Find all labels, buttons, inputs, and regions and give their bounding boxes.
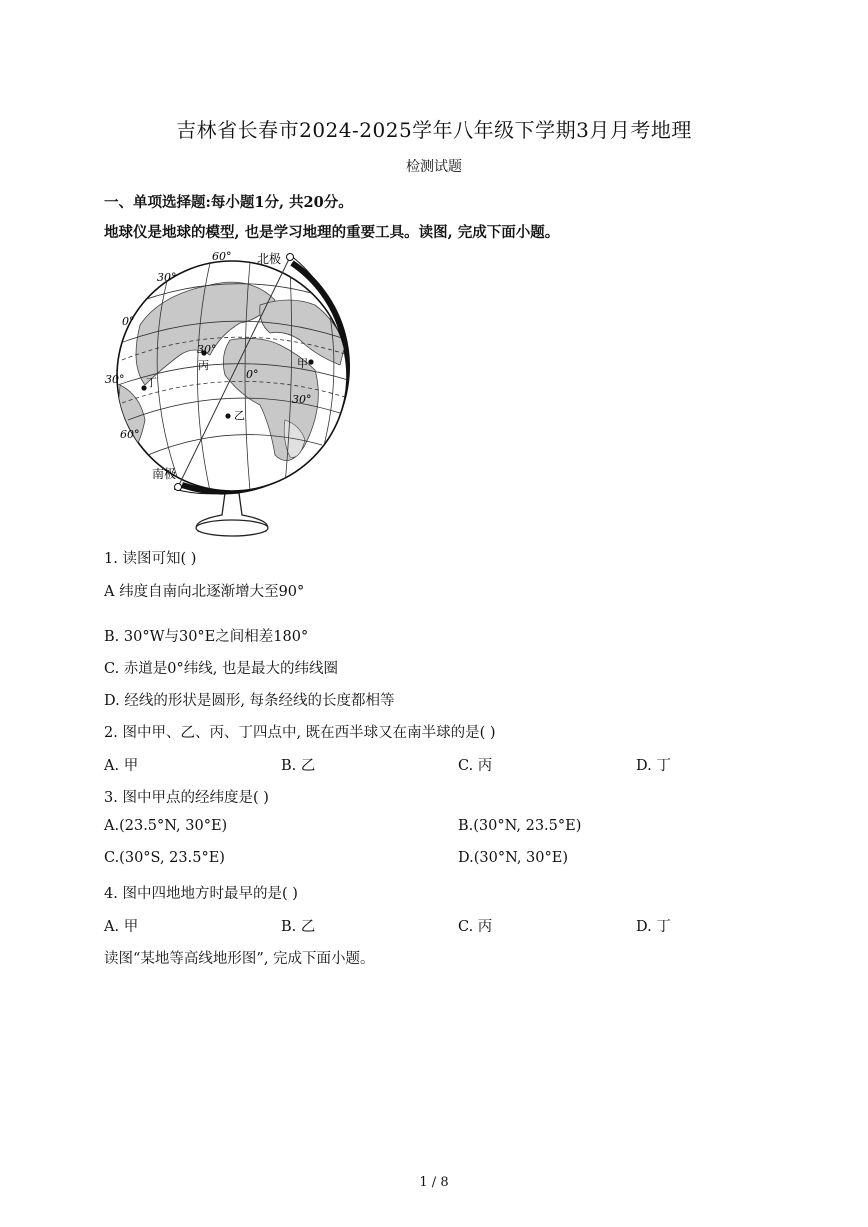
question-2-option-b[interactable]: B. 乙	[281, 758, 316, 774]
question-3-option-d[interactable]: D.(30°N, 30°E)	[458, 850, 568, 866]
lat-60n-label: 60°	[212, 250, 232, 263]
page-subtitle: 检测试题	[406, 159, 462, 175]
question-4-option-c[interactable]: C. 丙	[458, 919, 493, 935]
lat-60s-label: 60°	[120, 428, 140, 441]
question-1-option-c[interactable]: C. 赤道是0°纬线, 也是最大的纬线圈	[104, 661, 338, 677]
point-bing-label: 丙	[198, 359, 209, 372]
lat-30n-label: 30°	[157, 271, 177, 284]
north-pole-label: 北极	[257, 252, 282, 266]
lat-30s-label: 30°	[105, 373, 125, 386]
lon-0-label: 0°	[246, 368, 259, 381]
question-3-option-c[interactable]: C.(30°S, 23.5°E)	[104, 850, 225, 866]
point-yi-label: 乙	[234, 409, 245, 422]
lon-30e-label: 30°	[292, 393, 312, 406]
section-heading: 一、单项选择题:每小题1分, 共20分。	[104, 194, 353, 211]
question-2-option-a[interactable]: A. 甲	[104, 758, 139, 774]
next-question-group-intro: 读图“某地等高线地形图”, 完成下面小题。	[104, 951, 375, 967]
question-4-option-a[interactable]: A. 甲	[104, 919, 139, 935]
page-title: 吉林省长春市2024-2025学年八年级下学期3月月考地理	[176, 118, 692, 142]
question-3-option-b[interactable]: B.(30°N, 23.5°E)	[458, 818, 582, 834]
lon-30w-label: 30°	[197, 343, 217, 356]
page-number: 1 / 8	[419, 1175, 449, 1190]
question-4-option-d[interactable]: D. 丁	[636, 919, 671, 935]
question-3-stem: 3. 图中甲点的经纬度是( )	[104, 790, 269, 806]
question-1-option-d[interactable]: D. 经线的形状是圆形, 每条经线的长度都相等	[104, 693, 395, 709]
lat-0-label: 0°	[122, 315, 135, 328]
question-1-option-a[interactable]: A 纬度自南向北逐渐增大至90°	[104, 584, 305, 600]
question-1-stem: 1. 读图可知( )	[104, 551, 197, 567]
question-3-option-a[interactable]: A.(23.5°N, 30°E)	[104, 818, 228, 834]
question-2-option-d[interactable]: D. 丁	[636, 758, 671, 774]
question-4-stem: 4. 图中四地地方时最早的是( )	[104, 886, 298, 902]
question-4-option-b[interactable]: B. 乙	[281, 919, 316, 935]
question-2-option-c[interactable]: C. 丙	[458, 758, 493, 774]
south-pole-label: 南极	[152, 467, 177, 481]
question-1-option-b[interactable]: B. 30°W与30°E之间相差180°	[104, 629, 309, 645]
globe-figure	[100, 245, 365, 540]
point-jia-label: 甲	[297, 357, 308, 370]
point-ding-label: 丁	[146, 376, 157, 389]
question-2-stem: 2. 图中甲、乙、丙、丁四点中, 既在西半球又在南半球的是( )	[104, 725, 496, 741]
question-group-intro: 地球仪是地球的模型, 也是学习地理的重要工具。读图, 完成下面小题。	[104, 224, 560, 241]
